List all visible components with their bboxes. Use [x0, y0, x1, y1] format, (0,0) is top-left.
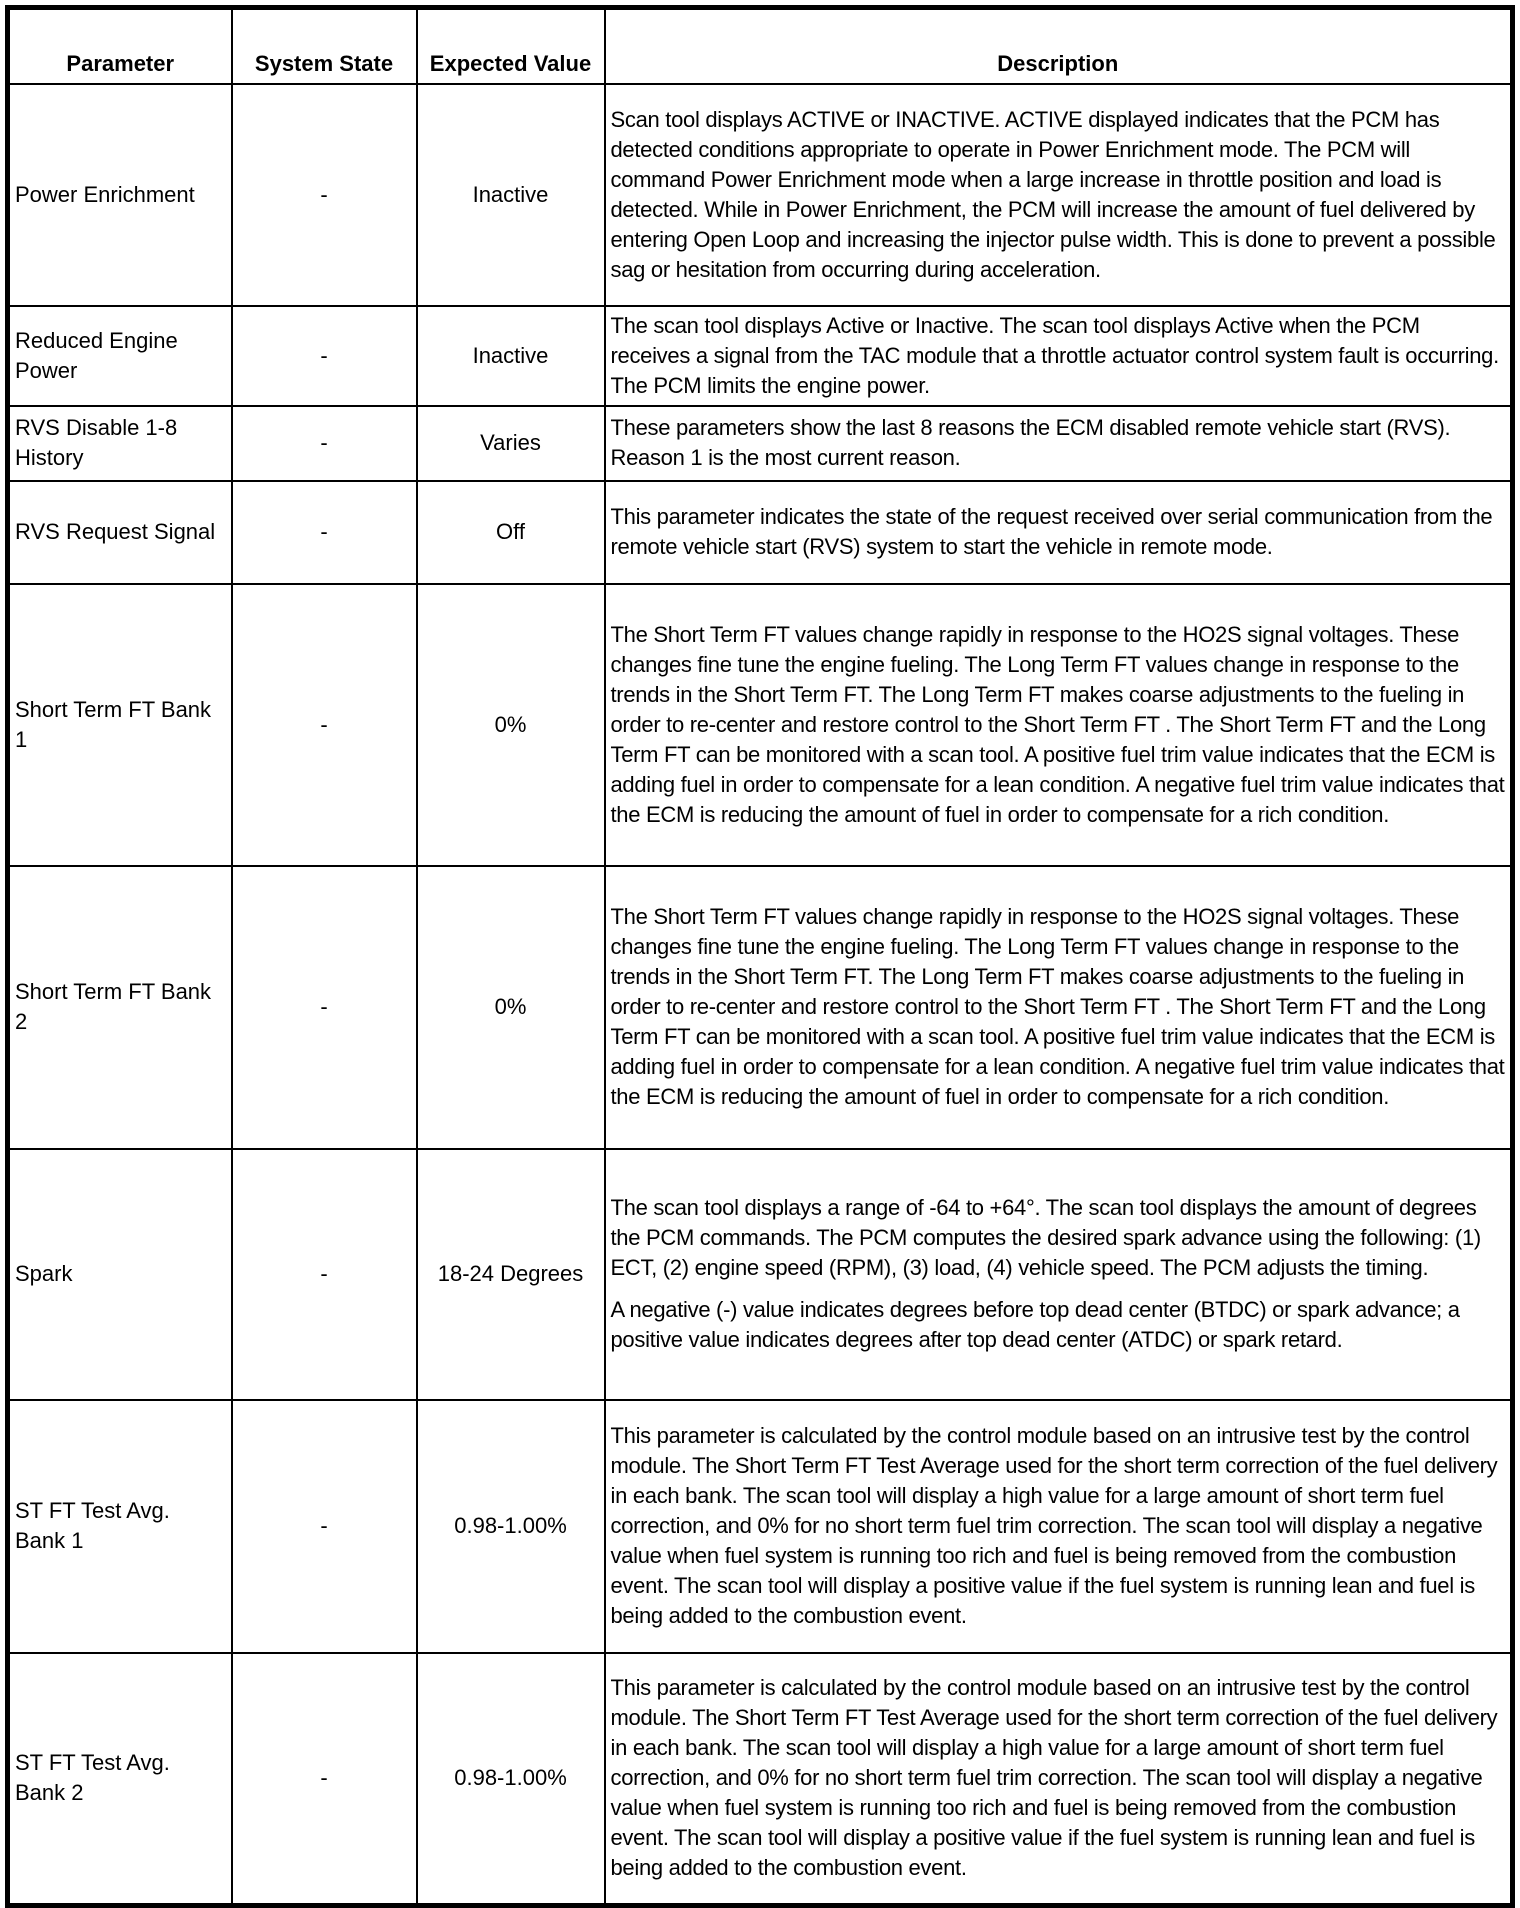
system-state-cell: - [232, 481, 417, 584]
description-paragraph: The Short Term FT values change rapidly in response to the HO2S signal voltages. These changes fine tune the engine fueling. The Long Term FT values change in response to the trends in the Short Term FT. The Long Term FT makes coarse adjustments to the fueling in order to re-center and restore control to the Short Term FT . The Short Term FT and the Long Term FT can be monitored with a scan tool. A positive fuel trim value indicates that the ECM is adding fuel in order to compensate for a lean condition. A negative fuel trim value indicates that the ECM is reducing the amount of fuel in order to compensate for a rich condition. [610, 904, 1505, 1109]
expected-value-cell: Inactive [417, 84, 605, 306]
description-cell [605, 1400, 1513, 1653]
parameter-table [5, 5, 1515, 1908]
system-state-cell: - [232, 1653, 417, 1906]
system-state-cell: - [232, 866, 417, 1149]
description-paragraph: This parameter is calculated by the control module based on an intrusive test by the control module. The Short Term FT Test Average used for the short term correction of the fuel delivery in each bank. The scan tool will display a high value for a large amount of short term fuel correction, and 0% for no short term fuel trim correction. The scan tool will display a negative value when fuel system is running too rich and fuel is being removed from the combustion event. The scan tool will display a positive value if the fuel system is running lean and fuel is being added to the combustion event. [610, 1675, 1498, 1881]
description-paragraph: The scan tool displays a range of -64 to +64°. The scan tool displays the amount of degrees the PCM commands. The PCM computes the desired spark advance using the following: (1) ECT, (2) engine speed (RPM), (3) load, (4) vehicle speed. The PCM adjusts the timing. [610, 1195, 1481, 1280]
description-paragraph: The Short Term FT values change rapidly in response to the HO2S signal voltages. These changes fine tune the engine fueling. The Long Term FT values change in response to the trends in the Short Term FT. The Long Term FT makes coarse adjustments to the fueling in order to re-center and restore control to the Short Term FT . The Short Term FT and the Long Term FT can be monitored with a scan tool. A positive fuel trim value indicates that the ECM is adding fuel in order to compensate for a lean condition. A negative fuel trim value indicates that the ECM is reducing the amount of fuel in order to compensate for a rich condition. [610, 621, 1505, 827]
expected-value-cell: 0% [417, 584, 605, 866]
table-row [8, 1653, 1513, 1906]
expected-value-cell: Varies [417, 406, 605, 481]
header-expected-value: Expected Value [417, 8, 605, 84]
expected-value-cell: Off [417, 481, 605, 584]
expected-value-cell: 0% [417, 866, 605, 1149]
expected-value-cell: 18-24 Degrees [417, 1149, 605, 1400]
parameter-cell: Reduced Engine Power [8, 306, 232, 406]
system-state-cell: - [232, 406, 417, 481]
description-cell [605, 584, 1513, 866]
table-row [8, 84, 1513, 306]
table-row [8, 584, 1513, 866]
table-row [8, 1149, 1513, 1400]
table-row [8, 306, 1513, 406]
description-cell [605, 866, 1513, 1149]
table-row [8, 481, 1513, 584]
description-cell [605, 1653, 1513, 1906]
header-parameter: Parameter [8, 8, 232, 84]
description-paragraph: The scan tool displays Active or Inactive. The scan tool displays Active when the PCM receives a signal from the TAC module that a throttle actuator control system fault is occurring. The PCM limits the engine power. [610, 312, 1499, 398]
parameter-cell: RVS Request Signal [8, 481, 232, 584]
expected-value-cell: 0.98-1.00% [417, 1400, 605, 1653]
header-system-state: System State [232, 8, 417, 84]
expected-value-cell: Inactive [417, 306, 605, 406]
parameter-cell: Short Term FT Bank 2 [8, 866, 232, 1149]
description-paragraph: Scan tool displays ACTIVE or INACTIVE. ACTIVE displayed indicates that the PCM has detected conditions appropriate to operate in Power Enrichment mode. The PCM will command Power Enrichment mode when a large increase in throttle position and load is detected. While in Power Enrichment, the PCM will increase the amount of fuel delivered by entering Open Loop and increasing the injector pulse width. This is done to prevent a possible sag or hesitation from occurring during acceleration. [610, 106, 1496, 282]
parameter-cell: Short Term FT Bank 1 [8, 584, 232, 866]
description-cell [605, 84, 1513, 306]
system-state-cell: - [232, 1400, 417, 1653]
description-cell [605, 1149, 1513, 1400]
parameter-cell: ST FT Test Avg. Bank 2 [8, 1653, 232, 1906]
description-paragraph: This parameter is calculated by the control module based on an intrusive test by the control module. The Short Term FT Test Average used for the short term correction of the fuel delivery in each bank. The scan tool will display a high value for a large amount of short term fuel correction, and 0% for no short term fuel trim correction. The scan tool will display a negative value when fuel system is running too rich and fuel is being removed from the combustion event. The scan tool will display a positive value if the fuel system is running lean and fuel is being added to the combustion event. [610, 1423, 1498, 1628]
table-row [8, 866, 1513, 1149]
table-row [8, 1400, 1513, 1653]
parameter-cell: Spark [8, 1149, 232, 1400]
table-row [8, 406, 1513, 481]
system-state-cell: - [232, 1149, 417, 1400]
header-row [8, 8, 1513, 84]
description-paragraph: These parameters show the last 8 reasons the ECM disabled remote vehicle start (RVS). Reason 1 is the most current reason. [610, 415, 1451, 470]
parameter-cell: RVS Disable 1-8 History [8, 406, 232, 481]
description-cell [605, 306, 1513, 406]
description-cell [605, 406, 1513, 481]
description-paragraph: A negative (-) value indicates degrees before top dead center (BTDC) or spark advance; a positive value indicates degrees after top dead center (ATDC) or spark retard. [610, 1297, 1460, 1352]
parameter-cell: ST FT Test Avg. Bank 1 [8, 1400, 232, 1653]
system-state-cell: - [232, 84, 417, 306]
expected-value-cell: 0.98-1.00% [417, 1653, 605, 1906]
header-description: Description [605, 8, 1513, 84]
description-paragraph: This parameter indicates the state of the request received over serial communication from the remote vehicle start (RVS) system to start the vehicle in remote mode. [610, 504, 1493, 559]
system-state-cell: - [232, 306, 417, 406]
system-state-cell: - [232, 584, 417, 866]
parameter-cell: Power Enrichment [8, 84, 232, 306]
description-cell [605, 481, 1513, 584]
